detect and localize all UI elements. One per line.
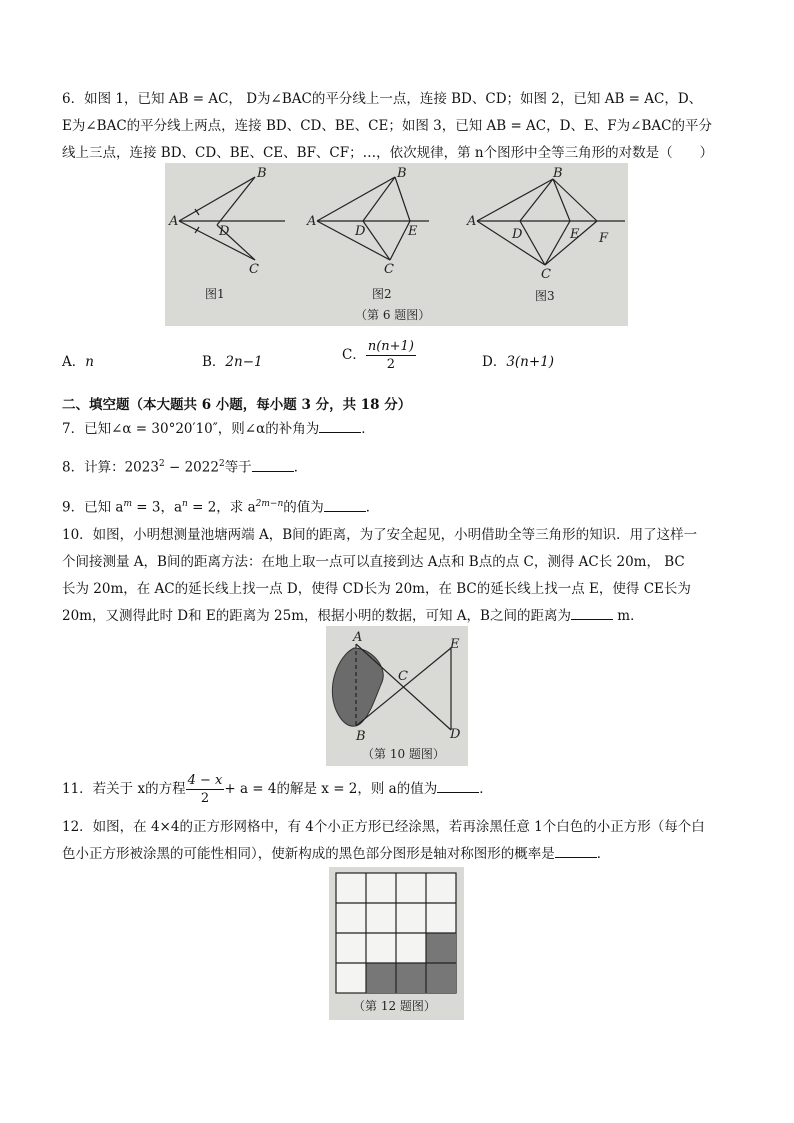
q6-fig2-label: 图2	[372, 287, 392, 301]
q6-line-2: E为∠BAC的平分线上两点，连接 BD、CD、BE、CE；如图 3，已知 AB = AC，D、E、F为∠BAC的平分	[62, 118, 712, 134]
q11-denominator: 2	[200, 791, 210, 806]
q8-mid: − 2022	[164, 459, 219, 476]
q6-fig2-lines	[317, 177, 429, 260]
q12-black-cell-r4c3	[396, 963, 426, 993]
q6-option-c-numerator: n(n+1)	[367, 339, 414, 354]
q6-option-c-denominator: 2	[386, 357, 396, 372]
q9-mid1: = 3，a	[131, 499, 183, 516]
q6-figure-drawing	[165, 163, 628, 326]
q9-sup-m: m	[123, 499, 132, 509]
q11-post: + a = 4的解是 x = 2，则 a的值为	[224, 781, 438, 797]
q6-fig2-point-A: A	[307, 214, 317, 229]
q8-answer-blank[interactable]	[252, 457, 294, 472]
q10-answer-blank[interactable]	[571, 605, 613, 620]
q6-fig1-point-B: B	[257, 166, 267, 181]
q12-end: ．	[596, 846, 611, 862]
q6-figure-caption: （第 6 题图）	[355, 308, 431, 322]
q6-fig2-point-C: C	[384, 262, 394, 277]
q10-line-4: 20m，又测得此时 D和 E的距离为 25m，根据小明的数据，可知 A，B之间的距离为	[62, 608, 571, 624]
q10-pond-shape	[332, 648, 383, 726]
q8-sup-1: 2	[158, 459, 165, 469]
question-6	[62, 86, 738, 167]
q10-figure-caption: （第 10 题图）	[362, 747, 445, 761]
q9-answer-blank[interactable]	[324, 497, 366, 512]
q10-line-1: 10．如图，小明想测量池塘两端 A，B间的距离，为了安全起见，小明借助全等三角形的知识．用了这样一	[62, 527, 698, 543]
q11-fraction	[186, 772, 225, 807]
q6-fig2-point-B: B	[397, 166, 407, 181]
q12-line-1: 12．如图，在 4×4的正方形网格中，有 4个小正方形已经涂黑，若再涂黑任意 1个白色的小正方形（每个白	[62, 819, 705, 835]
q6-figure	[165, 163, 628, 326]
q6-option-d-label: D．	[482, 354, 507, 370]
q12-figure	[329, 867, 464, 1020]
q8-sup-2: 2	[218, 459, 225, 469]
q9-pre: 9．已知 a	[62, 499, 124, 516]
q10-point-A: A	[353, 630, 363, 645]
q6-option-a[interactable]	[62, 350, 94, 370]
q6-fig3-label: 图3	[535, 289, 555, 303]
q9-end: ．	[365, 499, 380, 516]
q10-line-2: 个间接测量 A，B间的距离方法：在地上取一点可以直接到达 A点和 B点的点 C，测得 AC长 20m， BC	[62, 554, 685, 570]
q11-numerator: 4 − x	[187, 773, 223, 788]
q9-sup-2mn: 2m−n	[255, 499, 284, 509]
question-12	[62, 814, 738, 868]
q6-option-c-fraction	[366, 338, 416, 373]
q6-option-b-label: B．	[202, 354, 226, 370]
q10-point-C: C	[398, 669, 408, 684]
q6-fig3-point-F: F	[599, 231, 609, 246]
q6-fig1-point-C: C	[249, 262, 259, 277]
q6-fig3-point-B: B	[553, 166, 563, 181]
q6-line-1: 6．如图 1，已知 AB = AC， D为∠BAC的平分线上一点，连接 BD、CD；如图 2，已知 AB = AC，D、	[62, 91, 703, 107]
q10-line-3: 长为 20m，在 AC的延长线上找一点 D，使得 CD长为 20m，在 BC的延长线上找一点 E，使得 CE长为	[62, 581, 691, 597]
q8-pre: 8．计算：2023	[62, 459, 159, 476]
question-7	[62, 416, 738, 443]
q6-option-b-text: 2n−1	[225, 354, 263, 370]
q6-line-3: 线上三点，连接 BD、CD、BE、CE、BF、CF；…，依次规律，第 n个图形中全等三角形的对数是（ ）	[62, 145, 714, 161]
q6-fig1-label: 图1	[205, 287, 225, 301]
q9-sup-n: n	[182, 499, 188, 509]
q12-black-cell-r4c2	[366, 963, 396, 993]
q6-fig3-lines	[477, 179, 625, 265]
q9-post: 的值为	[283, 499, 324, 516]
q6-option-a-label: A．	[62, 354, 86, 370]
q10-point-E: E	[450, 637, 460, 652]
q10-figure	[326, 626, 468, 766]
q10-point-D: D	[450, 727, 461, 742]
section-2-title: 二、填空题（本大题共 6 小题，每小题 3 分，共 18 分）	[62, 397, 412, 413]
q10-figure-drawing	[326, 626, 468, 766]
q6-fig1-point-D: D	[219, 224, 230, 239]
q8-post: 等于	[224, 459, 252, 476]
q6-fig3-point-E: E	[570, 227, 580, 242]
q6-option-d[interactable]	[482, 350, 554, 370]
question-8	[62, 451, 738, 482]
q6-fig2-point-D: D	[355, 224, 366, 239]
question-11	[62, 772, 738, 807]
q12-black-cell-r4c4	[426, 963, 456, 993]
q6-fig1-lines	[179, 177, 285, 260]
q12-line-2: 色小正方形被涂黑的可能性相同），使新构成的黑色部分图形是轴对称图形的概率是	[62, 846, 555, 862]
question-10	[62, 522, 738, 630]
q8-end: ．	[293, 459, 308, 476]
q10-point-B: B	[356, 729, 366, 744]
q7-text: 7．已知∠α = 30°20′10″，则∠α的补角为	[62, 421, 320, 437]
q12-figure-caption: （第 12 题图）	[353, 999, 436, 1013]
q11-end: ．	[479, 781, 493, 797]
q7-end: ．	[361, 421, 375, 437]
question-9	[62, 491, 738, 522]
q10-end: m．	[612, 608, 644, 624]
q7-answer-blank[interactable]	[319, 418, 361, 433]
q6-fig3-point-A: A	[467, 214, 477, 229]
q6-option-a-text: n	[85, 354, 94, 370]
q6-option-c[interactable]	[342, 338, 416, 373]
q12-figure-drawing	[329, 867, 464, 1020]
q6-fig3-point-C: C	[541, 267, 551, 282]
q6-fig3-point-D: D	[512, 227, 523, 242]
q11-pre: 11．若关于 x的方程	[62, 781, 186, 797]
q6-fig1-point-A: A	[169, 214, 179, 229]
q6-option-c-label: C．	[342, 347, 366, 363]
q12-answer-blank[interactable]	[555, 843, 597, 858]
q6-option-b[interactable]	[202, 350, 263, 370]
q6-option-d-text: 3(n+1)	[506, 354, 555, 370]
q6-fig2-point-E: E	[408, 224, 418, 239]
q9-mid2: = 2，求 a	[187, 499, 256, 516]
q12-black-cell-r3c4	[426, 933, 456, 963]
q11-answer-blank[interactable]	[437, 778, 479, 793]
